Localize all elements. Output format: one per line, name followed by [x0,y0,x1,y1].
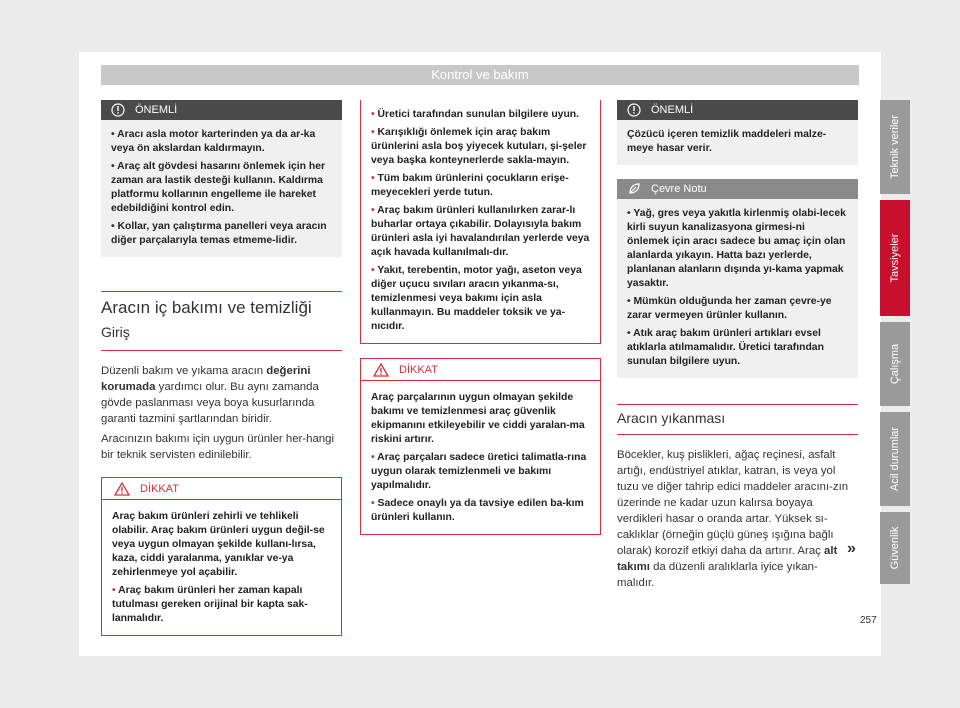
list-item: • Araç bakım ürünleri her zaman kapalı tutulması gereken orijinal bir kapta sak-lanmalıdır. [112,585,308,624]
list-item: • Araç alt gövdesi hasarını önlemek için her zaman ara lastik desteği kullanın. Kaldırma platformu kollarının engelleme ile hareket edebildiğini kontrol edin. [111,161,326,214]
note-box-important [617,100,858,165]
list-item: • Araç bakım ürünleri kullanılırken zarar-lı buharlar ortaya çıkabilir. Dolayısıyla bakım ürünleri asla iyi havalandırılan yerlerde veya açık havada kullanılmalı-dır. [371,205,590,258]
left-column [101,100,342,636]
list-item: • Aracı asla motor karterinden ya da ar-ka veya ön akslardan kaldırmayın. [111,129,316,154]
list-item: • Kollar, yan çalıştırma panelleri veya aracın diğer parçalarıyla temas etmeme-lidir. [111,221,327,246]
right-column [617,100,858,595]
environment-note-header [617,179,858,199]
subsection-rule [101,350,342,351]
note-box-important [101,100,342,257]
note-box-title: ÖNEMLİ [135,104,178,116]
tab-guvenlik[interactable]: Güvenlik [880,512,910,584]
page-number: 257 [860,615,877,626]
note-box-title: ÖNEMLİ [651,104,694,116]
subsection-rule [617,434,858,435]
section-rule [617,404,858,405]
note-text: Çözücü içeren temizlik maddeleri malze-meye hasar verir. [627,129,827,154]
warning-text: Araç bakım ürünleri zehirli ve tehlikeli olabilir. Araç bakım ürünleri uygun değil-se veya uygun olmayan şekilde kullanı-lırsa, kaza, ciddi yaralanma, yanıklar ve-ya zehirlenmeye yol açabilir. [112,511,325,578]
running-header: Kontrol ve bakım [101,65,859,85]
info-icon [627,103,641,117]
tab-tavsiyeler[interactable]: Tavsiyeler [880,200,910,316]
list-item: • Karışıklığı önlemek için araç bakım ürünlerini asla boş yiyecek kutuları, şi-şeler veya başka konteynerlerde sakla-mayın. [371,127,587,166]
warning-header [102,478,341,500]
note-box-header [617,100,858,120]
list-item: • Atık araç bakım ürünleri artıkları evsel atıklarla atılmamalıdır. Üretici tarafından sunulan bilgilere uyun. [627,328,824,367]
list-item: • Araç parçaları sadece üretici talimatla-rına uygun olarak temizlenmeli ve bakımı yapılmalıdır. [371,452,587,491]
paragraph: Düzenli bakım ve yıkama aracın değerini korumada yardımcı olur. Bu aynı zamanda gövde paslanması veya boya kusurlarında garanti tazmini şartlarından biridir. [101,365,319,425]
list-item: • Mümkün olduğunda her zaman çevre-ye zarar vermeyen ürünler kullanın. [627,296,832,321]
warning-triangle-icon [373,363,389,377]
tab-acil-durumlar[interactable]: Acil durumlar [880,412,910,506]
warning-header [361,359,600,381]
middle-column [360,100,601,535]
tab-teknik-veriler[interactable]: Teknik veriler [880,100,910,194]
list-item: • Üretici tarafından sunulan bilgilere uyun. [371,109,580,120]
section-rule [101,291,342,292]
warning-box-continued [360,100,601,344]
warning-triangle-icon [114,482,130,496]
environment-note-title: Çevre Notu [651,183,707,195]
paragraph: Böcekler, kuş pislikleri, ağaç reçinesi, asfalt artığı, endüstriyel atıklar, katran, is veya yol tuzu ve diğer tahrip edici maddeler aracını-zın üzerinde ne kadar uzun kalırsa boyaya verdikleri hasar o oranda artar. Yüksek sı-caklıklar (örneğin güçlü güneş ışığına bağlı olarak) korozif etkiyi daha da artırır. Araç alt takımı da düzenli aralıklarla iyice yıkan-malıdır. [617,449,849,589]
warning-title: DİKKAT [399,364,438,376]
section-heading: Aracın yıkanması [617,410,726,426]
warning-box [360,358,601,535]
note-box-header [101,100,342,120]
list-item: • Yakıt, terebentin, motor yağı, aseton veya diğer uçucu sıvıları aracın yıkanma-sı, temizlenmesi veya bakımı için asla kullanmayın. Bu maddeler toksik ve ya-nıcıdır. [371,265,582,332]
warning-text: Araç parçalarının uygun olmayan şekilde bakımı ve temizlenmesi araç güvenlik ekipmanını etkileyebilir ve ciddi yaralan-ma riskini artırır. [371,392,585,445]
warning-box [101,477,342,636]
list-item: • Tüm bakım ürünlerini çocukların erişe-meyecekleri yerde tutun. [371,173,569,198]
section-subheading: Giriş [101,324,130,340]
warning-title: DİKKAT [140,483,179,495]
section-heading: Aracın iç bakımı ve temizliği [101,298,312,317]
paragraph: Aracınızın bakımı için uygun ürünler her-hangi bir teknik servisten edinilebilir. [101,433,334,461]
list-item: • Yağ, gres veya yakıtla kirlenmiş olabi-lecek kirli suyun kanalizasyona girmesi-ni önlemek için aracı sadece bu amaç için olan alanlarda yıkayın. Hatta bazı yerlerde, planlanan alanların dışında yı-kama yapmak yasaktır. [627,208,846,289]
list-item: • Sadece onaylı ya da tavsiye edilen ba-kım ürünleri kullanın. [371,498,584,523]
tab-calisma[interactable]: Çalışma [880,322,910,406]
environment-note-box [617,179,858,378]
continue-mark: » [847,540,856,557]
info-icon [111,103,125,117]
leaf-icon [627,182,641,196]
